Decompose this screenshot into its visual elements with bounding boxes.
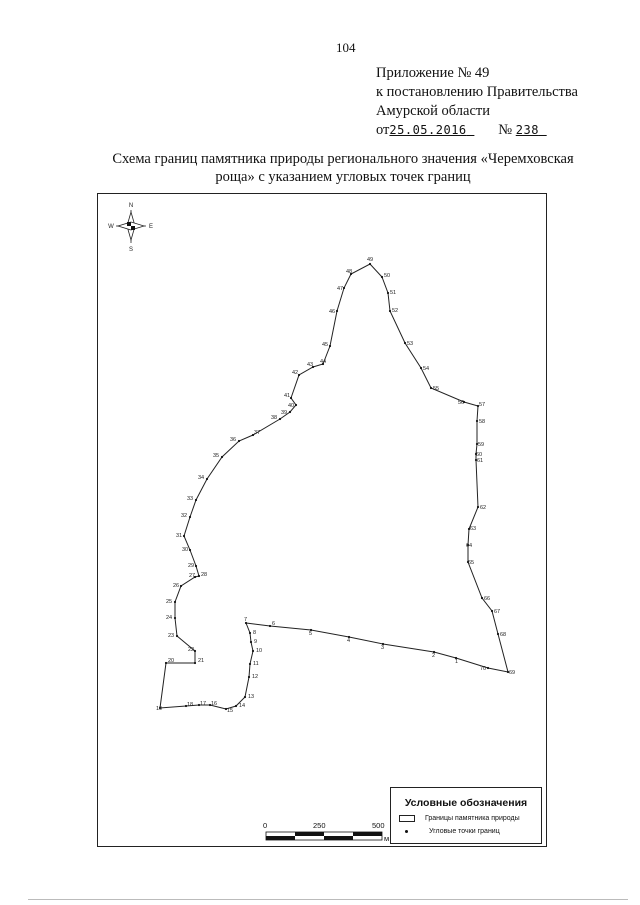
boundary-point-70 bbox=[487, 667, 489, 669]
boundary-point-label-41: 41 bbox=[284, 393, 291, 399]
boundary-point-25 bbox=[174, 601, 176, 603]
scale-label-250: 250 bbox=[313, 821, 326, 830]
boundary-point-53 bbox=[404, 342, 406, 344]
boundary-point-22 bbox=[194, 650, 196, 652]
boundary-point-label-45: 45 bbox=[322, 342, 329, 348]
appendix-line-3: Амурской области bbox=[376, 103, 490, 119]
boundary-point-label-52: 52 bbox=[392, 308, 399, 314]
scale-unit: м bbox=[384, 834, 390, 843]
boundary-point-label-55: 55 bbox=[433, 386, 440, 392]
boundary-point-label-63: 63 bbox=[470, 526, 477, 532]
boundary-point-label-42: 42 bbox=[292, 370, 299, 376]
title-line-1: Схема границ памятника природы регионального значения «Черемховская bbox=[112, 151, 574, 167]
boundary-point-45 bbox=[329, 345, 331, 347]
boundary-point-label-56: 56 bbox=[458, 400, 465, 406]
boundary-point-26 bbox=[180, 585, 182, 587]
boundary-point-label-61: 61 bbox=[477, 458, 484, 464]
boundary-point-label-37: 37 bbox=[254, 430, 261, 436]
boundary-point-14 bbox=[235, 705, 237, 707]
boundary-point-66 bbox=[481, 597, 483, 599]
boundary-point-42 bbox=[298, 374, 300, 376]
boundary-point-label-64: 64 bbox=[466, 543, 473, 549]
boundary-swatch-icon bbox=[399, 815, 415, 822]
date-prefix: от bbox=[376, 122, 390, 138]
boundary-point-55 bbox=[430, 387, 432, 389]
boundary-point-label-6: 6 bbox=[272, 621, 276, 627]
legend-row-points bbox=[399, 828, 500, 835]
boundary-point-33 bbox=[195, 499, 197, 501]
page-number: 104 bbox=[336, 40, 356, 55]
boundary-point-label-30: 30 bbox=[182, 547, 189, 553]
boundary-point-label-40: 40 bbox=[288, 403, 295, 409]
compass-west-label: W bbox=[108, 224, 114, 230]
boundary-point-label-33: 33 bbox=[187, 496, 194, 502]
boundary-point-label-16: 16 bbox=[211, 701, 218, 707]
number-prefix: № bbox=[498, 122, 513, 138]
boundary-point-47 bbox=[343, 287, 345, 289]
boundary-point-label-18: 18 bbox=[187, 702, 194, 708]
scale-bar bbox=[266, 832, 382, 840]
boundary-point-30 bbox=[189, 549, 191, 551]
boundary-point-label-65: 65 bbox=[468, 560, 475, 566]
appendix-line-1: Приложение № 49 bbox=[376, 65, 490, 81]
boundary-point-label-62: 62 bbox=[480, 505, 487, 511]
boundary-point-label-4: 4 bbox=[347, 638, 351, 644]
boundary-point-label-5: 5 bbox=[309, 631, 313, 637]
boundary-point-label-58: 58 bbox=[479, 419, 486, 425]
boundary-point-29 bbox=[195, 565, 197, 567]
boundary-point-52 bbox=[389, 310, 391, 312]
boundary-point-34 bbox=[206, 478, 208, 480]
boundary-point-label-59: 59 bbox=[478, 442, 485, 448]
boundary-point-label-15: 15 bbox=[227, 708, 234, 714]
boundary-point-label-47: 47 bbox=[337, 286, 344, 292]
boundary-point-label-32: 32 bbox=[181, 513, 188, 519]
boundary-point-label-10: 10 bbox=[256, 648, 263, 654]
boundary-point-12 bbox=[248, 676, 250, 678]
boundary-point-13 bbox=[244, 696, 246, 698]
boundary-point-67 bbox=[491, 610, 493, 612]
boundary-point-label-69: 69 bbox=[509, 670, 516, 676]
legend-title: Условные обозначения bbox=[404, 797, 528, 809]
boundary-point-label-14: 14 bbox=[239, 703, 246, 709]
legend bbox=[390, 787, 542, 844]
title-line-2: роща» с указанием угловых точек границ bbox=[215, 169, 471, 185]
boundary-point-label-50: 50 bbox=[384, 273, 391, 279]
boundary-point-label-67: 67 bbox=[494, 609, 501, 615]
boundary-point-label-11: 11 bbox=[253, 661, 259, 667]
boundary-point-49 bbox=[369, 263, 371, 265]
page-bottom-rule bbox=[28, 899, 628, 900]
boundary-point-6 bbox=[269, 625, 271, 627]
boundary-point-label-26: 26 bbox=[173, 583, 180, 589]
boundary-point-36 bbox=[238, 440, 240, 442]
boundary-point-21 bbox=[194, 662, 196, 664]
boundary-point-label-17: 17 bbox=[200, 701, 207, 707]
boundary-point-10 bbox=[252, 650, 254, 652]
boundary-point-28 bbox=[198, 575, 200, 577]
boundary-point-11 bbox=[249, 663, 251, 665]
boundary-points-layer bbox=[156, 257, 515, 714]
boundary-point-label-38: 38 bbox=[271, 415, 278, 421]
legend-points-label: Угловые точки границ bbox=[429, 828, 500, 835]
boundary-point-label-54: 54 bbox=[423, 366, 430, 372]
boundary-point-label-19: 19 bbox=[156, 706, 163, 712]
boundary-polygon bbox=[160, 264, 508, 709]
boundary-point-62 bbox=[477, 506, 479, 508]
boundary-point-41 bbox=[290, 397, 292, 399]
boundary-point-40 bbox=[295, 404, 297, 406]
boundary-point-label-53: 53 bbox=[407, 341, 414, 347]
boundary-point-58 bbox=[476, 420, 478, 422]
boundary-point-51 bbox=[387, 292, 389, 294]
boundary-point-label-25: 25 bbox=[166, 599, 173, 605]
boundary-point-50 bbox=[381, 276, 383, 278]
document-number: 238 bbox=[515, 123, 539, 137]
boundary-point-label-60: 60 bbox=[476, 452, 483, 458]
boundary-point-label-51: 51 bbox=[390, 290, 397, 296]
boundary-point-label-2: 2 bbox=[432, 653, 436, 659]
boundary-point-label-27: 27 bbox=[189, 573, 196, 579]
boundary-point-label-43: 43 bbox=[307, 362, 314, 368]
boundary-point-label-57: 57 bbox=[479, 402, 486, 408]
legend-row-boundary bbox=[399, 815, 520, 822]
boundary-point-label-46: 46 bbox=[329, 309, 336, 315]
boundary-point-24 bbox=[174, 617, 176, 619]
boundary-point-9 bbox=[250, 641, 252, 643]
boundary-point-label-34: 34 bbox=[198, 475, 205, 481]
boundary-point-label-12: 12 bbox=[252, 674, 259, 680]
boundary-point-label-9: 9 bbox=[254, 639, 258, 645]
appendix-line-2: к постановлению Правительства bbox=[376, 84, 578, 100]
boundary-point-label-20: 20 bbox=[168, 658, 175, 664]
boundary-point-label-22: 22 bbox=[188, 647, 195, 653]
boundary-point-32 bbox=[189, 516, 191, 518]
boundary-point-label-68: 68 bbox=[500, 632, 507, 638]
compass-north-label: N bbox=[128, 203, 134, 209]
legend-boundary-label: Границы памятника природы bbox=[425, 815, 520, 822]
boundary-point-46 bbox=[336, 310, 338, 312]
boundary-point-label-13: 13 bbox=[248, 694, 255, 700]
boundary-point-31 bbox=[183, 535, 185, 537]
boundary-point-54 bbox=[420, 367, 422, 369]
boundary-point-label-35: 35 bbox=[213, 453, 220, 459]
boundary-point-label-70: 70 bbox=[480, 666, 487, 672]
boundary-point-label-21: 21 bbox=[198, 658, 205, 664]
point-marker-icon bbox=[405, 830, 408, 833]
boundary-point-label-44: 44 bbox=[320, 359, 327, 365]
boundary-point-label-3: 3 bbox=[381, 645, 385, 651]
boundary-point-68 bbox=[497, 633, 499, 635]
boundary-point-label-28: 28 bbox=[201, 572, 208, 578]
boundary-point-23 bbox=[176, 635, 178, 637]
boundary-point-39 bbox=[289, 411, 291, 413]
boundary-point-20 bbox=[165, 662, 167, 664]
boundary-point-label-7: 7 bbox=[244, 617, 248, 623]
boundary-point-label-36: 36 bbox=[230, 437, 237, 443]
boundary-point-label-23: 23 bbox=[168, 633, 175, 639]
compass-east-label: E bbox=[148, 224, 154, 230]
boundary-point-label-48: 48 bbox=[346, 269, 353, 275]
scale-label-0: 0 bbox=[263, 821, 268, 830]
boundary-point-label-39: 39 bbox=[281, 410, 288, 416]
boundary-point-label-29: 29 bbox=[188, 563, 195, 569]
boundary-point-label-8: 8 bbox=[253, 630, 257, 636]
boundary-point-label-49: 49 bbox=[367, 257, 374, 263]
compass-south-label: S bbox=[128, 247, 134, 253]
compass-rose-icon bbox=[108, 203, 153, 253]
date-value: 25.05.2016 bbox=[389, 123, 467, 137]
boundary-point-label-1: 1 bbox=[455, 659, 459, 665]
boundary-point-8 bbox=[249, 632, 251, 634]
boundary-point-label-66: 66 bbox=[484, 596, 491, 602]
boundary-point-label-24: 24 bbox=[166, 615, 173, 621]
boundary-point-35 bbox=[221, 456, 223, 458]
boundary-point-label-31: 31 bbox=[176, 533, 183, 539]
scale-label-500: 500 bbox=[372, 821, 385, 830]
boundary-point-38 bbox=[279, 418, 281, 420]
